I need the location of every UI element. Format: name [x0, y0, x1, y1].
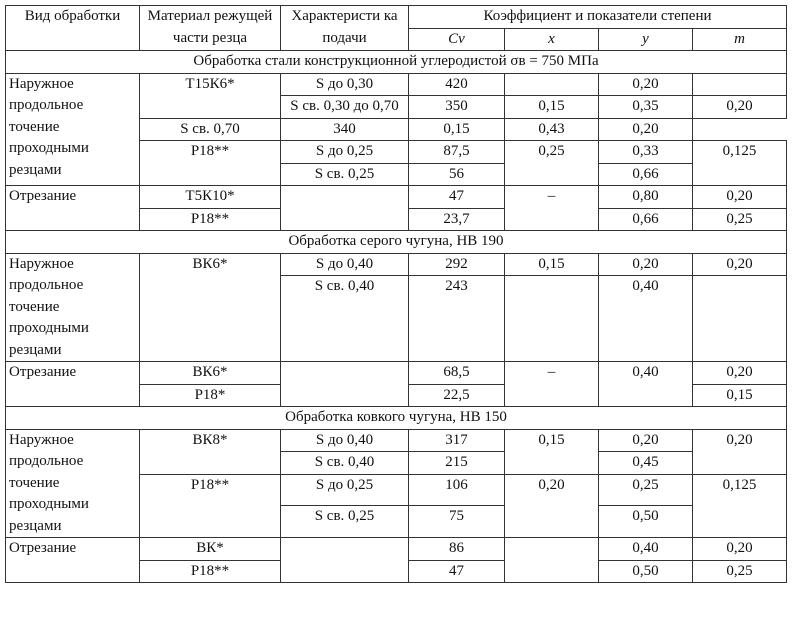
y-value: 0,20: [599, 73, 693, 96]
y-value: 0,50: [599, 560, 693, 583]
feed: S до 0,25: [281, 474, 409, 506]
y-value: 0,20: [599, 253, 693, 276]
m-value: [693, 73, 787, 96]
m-value: 0,20: [693, 253, 787, 276]
cv-value: 47: [409, 186, 505, 209]
y-value: 0,20: [599, 429, 693, 452]
cv-value: 22,5: [409, 384, 505, 407]
y-value: 0,66: [599, 208, 693, 231]
feed: S св. 0,40: [281, 276, 409, 362]
x-value: –: [505, 186, 599, 231]
material: Р18**: [140, 141, 281, 186]
section-gray-iron: Обработка серого чугуна, НВ 190: [6, 231, 787, 254]
m-value: 0,25: [693, 560, 787, 583]
feed: S св. 0,70: [140, 118, 281, 141]
feed: S св. 0,25: [281, 163, 409, 186]
y-value: 0,45: [599, 452, 693, 475]
x-value: 0,15: [505, 429, 599, 474]
cv-value: 75: [409, 506, 505, 538]
x-value: 0,25: [505, 141, 599, 186]
cv-value: 243: [409, 276, 505, 362]
feed: S до 0,30: [281, 73, 409, 96]
m-value: 0,25: [693, 208, 787, 231]
header-material: Материал режущей части резца: [140, 6, 281, 51]
cv-value: 317: [409, 429, 505, 452]
operation-cutoff: Отрезание: [6, 538, 140, 583]
y-value: 0,33: [599, 141, 693, 164]
m-value: [693, 276, 787, 362]
cv-value: 292: [409, 253, 505, 276]
header-x: x: [505, 28, 599, 51]
header-coefficients: Коэффициент и показатели степени: [409, 6, 787, 29]
feed: S св. 0,40: [281, 452, 409, 475]
m-value: 0,20: [599, 118, 693, 141]
cv-value: 56: [409, 163, 505, 186]
m-value: 0,20: [693, 96, 787, 119]
x-value: –: [505, 362, 599, 407]
feed: [281, 362, 409, 407]
material: Р18**: [140, 560, 281, 583]
material: Р18**: [140, 474, 281, 538]
material: Р18**: [140, 208, 281, 231]
m-value: 0,125: [693, 474, 787, 538]
m-value: 0,20: [693, 538, 787, 561]
material: Р18*: [140, 384, 281, 407]
x-value: [505, 538, 599, 583]
operation-turning: Наружное продольное точение проходными резцами: [6, 429, 140, 538]
cv-value: 47: [409, 560, 505, 583]
cv-value: 350: [409, 96, 505, 119]
x-value: 0,15: [505, 253, 599, 276]
m-value: 0,20: [693, 362, 787, 385]
header-feed: Характеристи ка подачи: [281, 6, 409, 51]
operation-turning: Наружное продольное точение проходными резцами: [6, 253, 140, 362]
operation-cutoff: Отрезание: [6, 362, 140, 407]
header-y: y: [599, 28, 693, 51]
cutting-coefficients-table: [5, 5, 787, 583]
y-value: 0,40: [599, 538, 693, 561]
material: Т5К10*: [140, 186, 281, 209]
m-value: 0,125: [693, 141, 787, 186]
feed: S до 0,40: [281, 429, 409, 452]
y-value: 0,50: [599, 506, 693, 538]
feed: [281, 186, 409, 231]
material: ВК6*: [140, 253, 281, 362]
cv-value: 87,5: [409, 141, 505, 164]
feed: [281, 538, 409, 583]
y-value: 0,35: [599, 96, 693, 119]
material: ВК8*: [140, 429, 281, 474]
material: Т15К6*: [140, 73, 281, 118]
cv-value: 23,7: [409, 208, 505, 231]
m-value: 0,20: [693, 186, 787, 209]
header-cv: Cv: [409, 28, 505, 51]
cv-value: 340: [281, 118, 409, 141]
section-malleable-iron: Обработка ковкого чугуна, НВ 150: [6, 407, 787, 430]
header-operation: Вид обработки: [6, 6, 140, 51]
x-value: 0,15: [409, 118, 505, 141]
y-value: 0,40: [599, 276, 693, 362]
y-value: 0,66: [599, 163, 693, 186]
material: ВК6*: [140, 362, 281, 385]
y-value: 0,43: [505, 118, 599, 141]
x-value: [505, 73, 599, 96]
operation-turning: Наружное продольное точение проходными резцами: [6, 73, 140, 186]
cv-value: 68,5: [409, 362, 505, 385]
y-value: 0,80: [599, 186, 693, 209]
y-value: 0,40: [599, 362, 693, 407]
m-value: 0,20: [693, 429, 787, 474]
x-value: 0,20: [505, 474, 599, 538]
feed: S св. 0,25: [281, 506, 409, 538]
y-value: 0,25: [599, 474, 693, 506]
feed: S до 0,40: [281, 253, 409, 276]
cv-value: 86: [409, 538, 505, 561]
feed: S св. 0,30 до 0,70: [281, 96, 409, 119]
x-value: 0,15: [505, 96, 599, 119]
header-m: m: [693, 28, 787, 51]
operation-cutoff: Отрезание: [6, 186, 140, 231]
material: ВК*: [140, 538, 281, 561]
cv-value: 106: [409, 474, 505, 506]
section-steel: Обработка стали конструкционной углеродистой σв = 750 МПа: [6, 51, 787, 74]
feed: S до 0,25: [281, 141, 409, 164]
cv-value: 215: [409, 452, 505, 475]
m-value: 0,15: [693, 384, 787, 407]
cv-value: 420: [409, 73, 505, 96]
x-value: [505, 276, 599, 362]
